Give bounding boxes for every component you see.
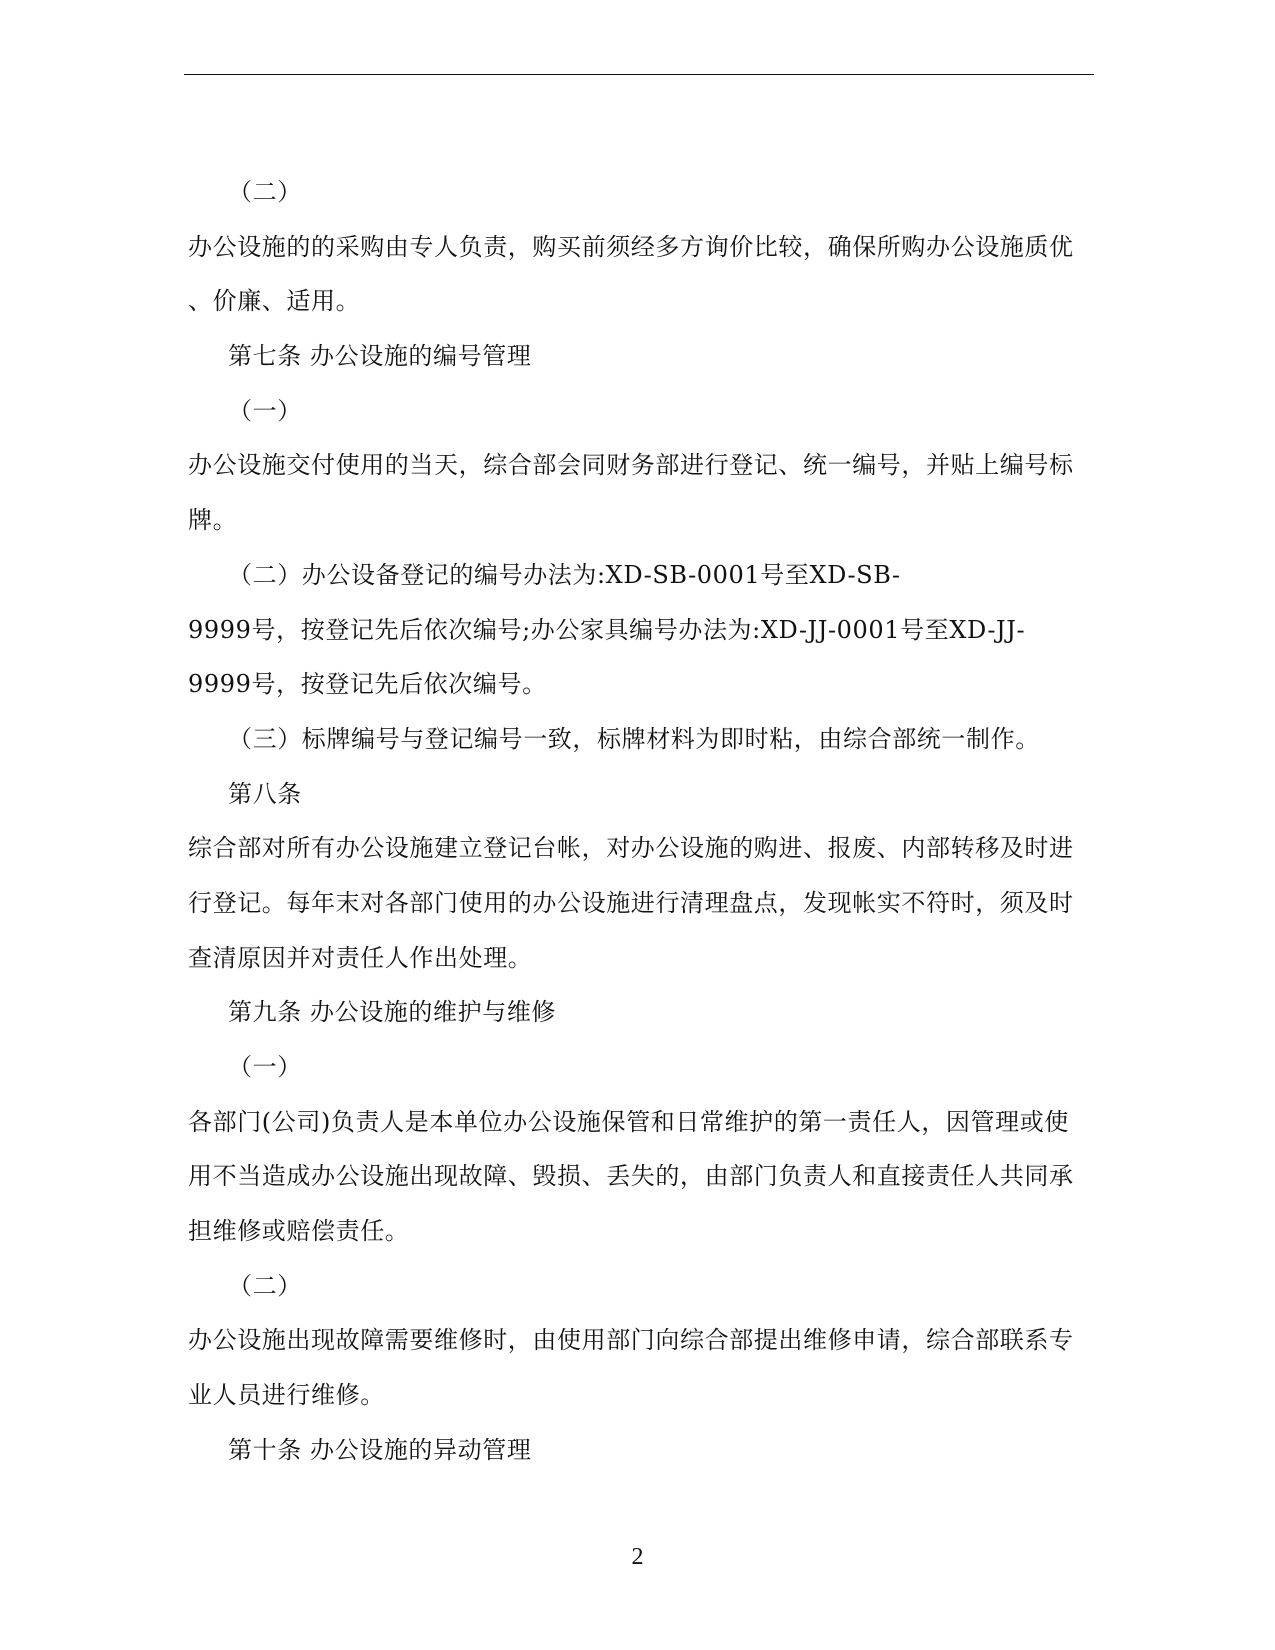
paragraph-line: 查清原因并对责任人作出处理。 [188, 943, 533, 972]
paragraph-line: 担维修或赔偿责任。 [188, 1217, 410, 1246]
item-heading: （二） [228, 178, 302, 206]
paragraph-line: 牌。 [188, 506, 238, 535]
article-heading: 第十条 办公设施的异动管理 [228, 1435, 532, 1464]
item-heading: （二） [228, 1271, 302, 1300]
article-heading: 第七条 办公设施的编号管理 [228, 342, 532, 371]
paragraph-line: 综合部对所有办公设施建立登记台帐，对办公设施的购进、报废、内部转移及时进 [188, 834, 1074, 863]
paragraph-line: 、价廉、适用。 [188, 287, 361, 316]
paragraph-line: 9999号，按登记先后依次编号;办公家具编号办法为:XD-JJ-0001号至XD-JJ- [188, 615, 1026, 644]
item-heading: （一） [228, 396, 302, 425]
document-body [188, 165, 1098, 1478]
paragraph-line: 行登记。每年末对各部门使用的办公设施进行清理盘点，发现帐实不符时，须及时 [188, 888, 1074, 917]
paragraph-line: （二）办公设备登记的编号办法为:XD-SB-0001号至XD-SB- [228, 560, 901, 589]
header-rule [184, 74, 1094, 75]
item-heading: （一） [228, 1053, 302, 1081]
paragraph-line: 业人员进行维修。 [188, 1381, 385, 1410]
paragraph-line: 办公设施交付使用的当天，综合部会同财务部进行登记、统一编号，并贴上编号标 [188, 451, 1074, 480]
article-heading: 第九条 办公设施的维护与维修 [228, 998, 557, 1027]
article-heading: 第八条 [228, 779, 302, 808]
page-number: 2 [631, 1544, 644, 1570]
paragraph-line: 办公设施的的采购由专人负责，购买前须经多方询价比较，确保所购办公设施质优 [188, 232, 1074, 261]
paragraph-line: 9999号，按登记先后依次编号。 [188, 670, 547, 699]
paragraph-line: 各部门(公司)负责人是本单位办公设施保管和日常维护的第一责任人，因管理或使 [188, 1107, 1069, 1136]
paragraph-line: 办公设施出现故障需要维修时，由使用部门向综合部提出维修申请，综合部联系专 [188, 1326, 1074, 1355]
paragraph-line: （三）标牌编号与登记编号一致，标牌材料为即时粘，由综合部统一制作。 [228, 724, 1040, 753]
paragraph-line: 用不当造成办公设施出现故障、毁损、丢失的，由部门负责人和直接责任人共同承 [188, 1162, 1074, 1191]
